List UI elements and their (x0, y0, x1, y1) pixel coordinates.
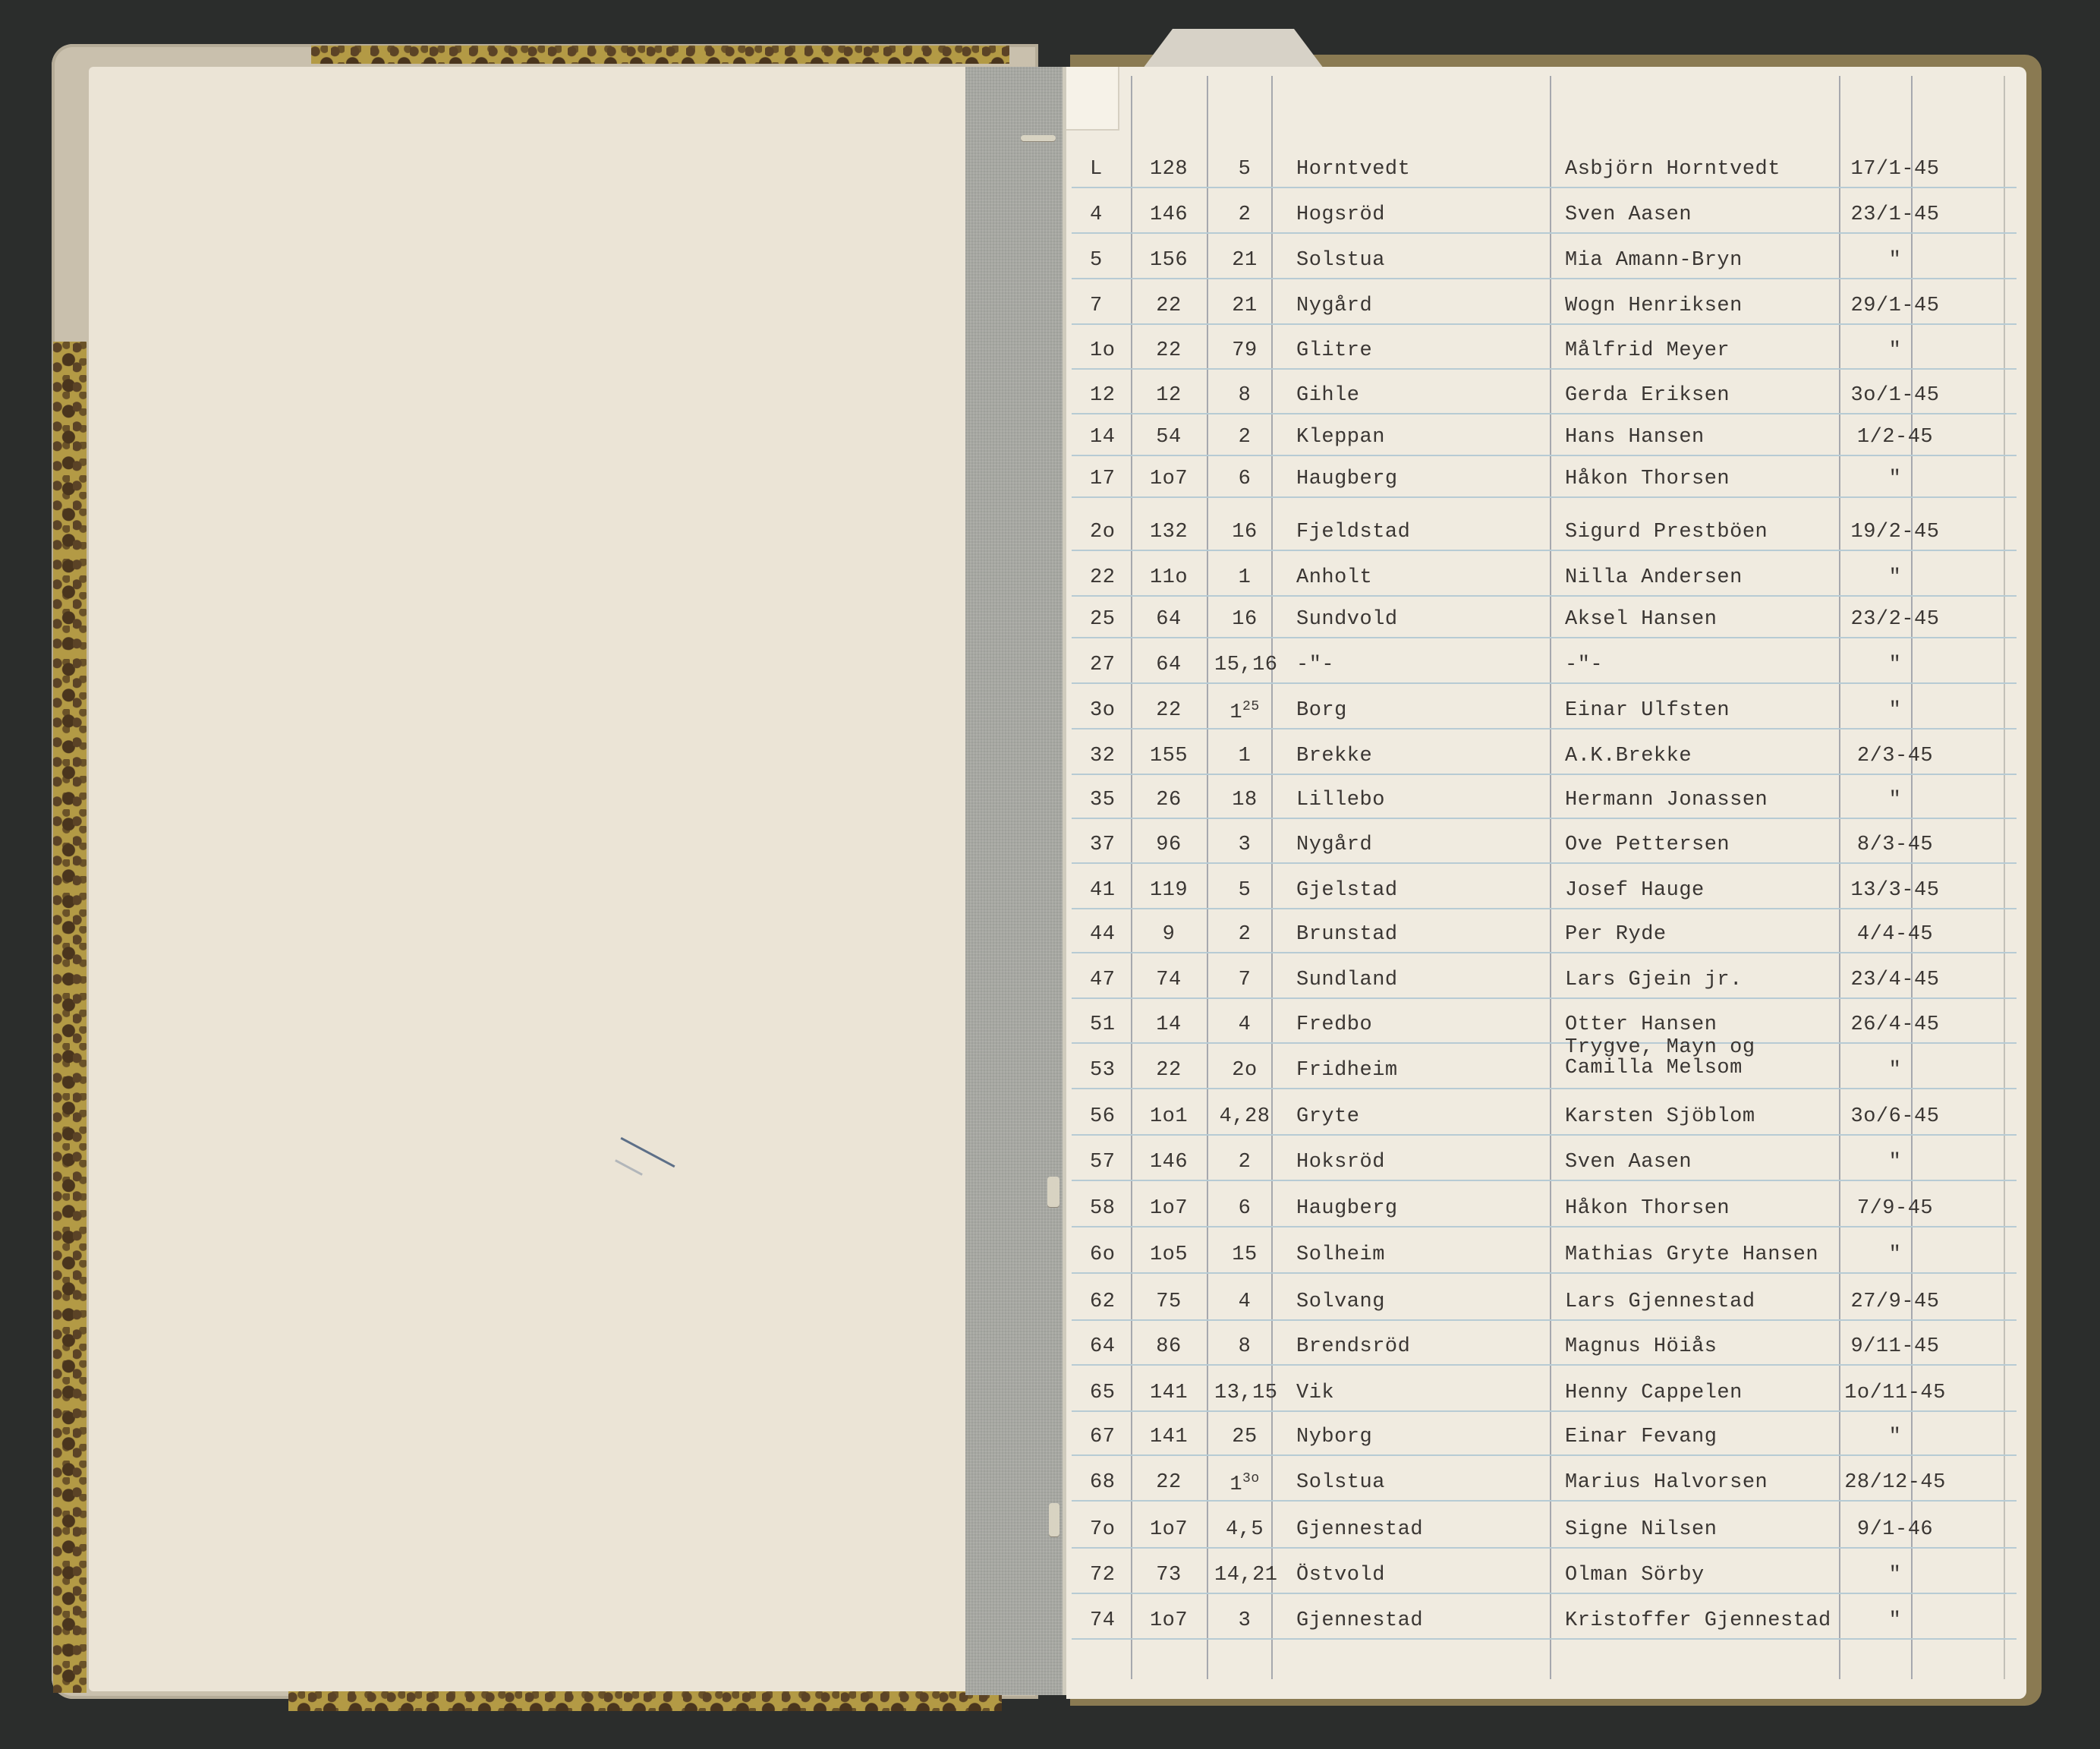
cell-date: 8/3-45 (1856, 834, 1934, 856)
cell-farm-name: Anholt (1296, 566, 1373, 589)
row-rule (1072, 1500, 2017, 1502)
row-rule (1072, 1088, 2017, 1089)
marbled-cover-edge-top (311, 46, 1009, 64)
row-rule (1072, 1547, 2017, 1549)
row-rule (1072, 368, 2017, 370)
row-rule (1072, 1134, 2017, 1136)
table-row (1072, 871, 2017, 911)
cell-farm-name: Hogsröd (1296, 203, 1385, 226)
cell-entry-number: 51 (1090, 1013, 1116, 1036)
cell-entry-number: L (1090, 158, 1103, 181)
cell-entry-number: 22 (1090, 566, 1116, 589)
cell-date: " (1888, 654, 1902, 676)
cell-owner-name: Marius Halvorsen (1565, 1471, 1768, 1494)
cell-entry-number: 27 (1090, 654, 1116, 676)
cell-owner-name: Signe Nilsen (1565, 1518, 1717, 1541)
cell-gnr: 73 (1156, 1564, 1182, 1587)
table-row (1072, 1464, 2017, 1503)
cell-entry-number: 14 (1090, 426, 1116, 449)
cell-bnr: 1 (1238, 566, 1251, 589)
cell-date: " (1888, 699, 1902, 722)
row-rule (1072, 1042, 2017, 1044)
table-row (1072, 781, 2017, 821)
row-rule (1072, 455, 2017, 456)
cell-entry-number: 12 (1090, 384, 1116, 407)
table-row (1072, 332, 2017, 371)
cell-gnr: 156 (1149, 249, 1189, 272)
cell-entry-number: 7o (1090, 1518, 1116, 1541)
cell-date: 7/9-45 (1856, 1197, 1934, 1220)
cell-gnr: 1o7 (1149, 1197, 1189, 1220)
row-rule (1072, 637, 2017, 638)
cell-entry-number: 56 (1090, 1105, 1116, 1128)
cell-gnr: 1o7 (1149, 1518, 1189, 1541)
cell-entry-number: 7 (1090, 295, 1103, 317)
binding-stitch (1047, 1177, 1059, 1207)
cell-owner-name: Henny Cappelen (1565, 1382, 1743, 1404)
row-rule (1072, 413, 2017, 414)
cell-gnr: 1o5 (1149, 1243, 1189, 1266)
cell-bnr: 79 (1232, 339, 1258, 362)
row-rule (1072, 862, 2017, 864)
table-row (1072, 1098, 2017, 1137)
cell-gnr: 22 (1156, 295, 1182, 317)
table-row (1072, 961, 2017, 1001)
cell-gnr: 1o7 (1149, 468, 1189, 490)
cell-gnr: 1o7 (1149, 1609, 1189, 1632)
table-row (1072, 1236, 2017, 1275)
page-corner-notch (1066, 67, 1119, 131)
cell-date: 17/1-45 (1850, 158, 1940, 181)
cell-farm-name: Fredbo (1296, 1013, 1373, 1036)
cell-bnr: 1 (1238, 745, 1251, 767)
cell-farm-name: Fridheim (1296, 1059, 1398, 1082)
cell-farm-name: Gjelstad (1296, 879, 1398, 902)
cell-date: 9/1-46 (1856, 1518, 1934, 1541)
bnr-superscript: 3o (1242, 1471, 1260, 1486)
cell-bnr: 5 (1238, 879, 1251, 902)
cell-bnr: $1^{3o}$ (1229, 1471, 1260, 1496)
cell-date: " (1888, 1609, 1902, 1632)
cell-entry-number: 2o (1090, 521, 1116, 544)
cell-farm-name: Glitre (1296, 339, 1373, 362)
cell-gnr: 64 (1156, 654, 1182, 676)
cell-date: 3o/1-45 (1850, 384, 1940, 407)
cell-gnr: 12 (1156, 384, 1182, 407)
cell-owner-name: Otter Hansen (1565, 1013, 1717, 1036)
cell-entry-number: 1o (1090, 339, 1116, 362)
cell-gnr: 22 (1156, 699, 1182, 722)
cell-owner-name: Trygve, Mayn og Camilla Melsom (1565, 1036, 1755, 1079)
cell-date: " (1888, 1564, 1902, 1587)
row-rule (1072, 774, 2017, 775)
cell-gnr: 119 (1149, 879, 1189, 902)
cell-entry-number: 17 (1090, 468, 1116, 490)
cell-date: 19/2-45 (1850, 521, 1940, 544)
cell-entry-number: 5 (1090, 249, 1103, 272)
cell-entry-number: 58 (1090, 1197, 1116, 1220)
cell-date: 28/12-45 (1844, 1471, 1946, 1494)
cell-entry-number: 74 (1090, 1609, 1116, 1632)
table-row (1072, 1006, 2017, 1045)
cell-owner-name: Gerda Eriksen (1565, 384, 1730, 407)
cell-date: " (1888, 249, 1902, 272)
cell-date: 1o/11-45 (1844, 1382, 1946, 1404)
table-row (1072, 826, 2017, 865)
row-rule (1072, 1319, 2017, 1321)
cell-owner-name: Per Ryde (1565, 923, 1667, 946)
cell-owner-name: Mia Amann-Bryn (1565, 249, 1743, 272)
cell-owner-name: Lars Gjein jr. (1565, 969, 1743, 991)
cell-farm-name: Solstua (1296, 1471, 1385, 1494)
row-rule (1072, 1410, 2017, 1412)
cell-owner-name: A.K.Brekke (1565, 745, 1692, 767)
row-rule (1072, 1272, 2017, 1274)
cell-owner-name: Hermann Jonassen (1565, 789, 1768, 811)
cell-gnr: 14 (1156, 1013, 1182, 1036)
cell-date: 9/11-45 (1850, 1335, 1940, 1358)
cell-bnr: $1^{25}$ (1229, 699, 1260, 724)
cell-owner-name: Mathias Gryte Hansen (1565, 1243, 1819, 1266)
cell-entry-number: 72 (1090, 1564, 1116, 1587)
cell-bnr: 14,21 (1214, 1564, 1278, 1587)
row-rule (1072, 1593, 2017, 1594)
cell-date: " (1888, 1059, 1902, 1082)
cell-gnr: 86 (1156, 1335, 1182, 1358)
cell-owner-name: -"- (1565, 654, 1604, 676)
cell-farm-name: Lillebo (1296, 789, 1385, 811)
cell-owner-name: Håkon Thorsen (1565, 1197, 1730, 1220)
cell-date: " (1888, 339, 1902, 362)
cell-entry-number: 53 (1090, 1059, 1116, 1082)
cell-gnr: 64 (1156, 608, 1182, 631)
cell-farm-name: Gjennestad (1296, 1609, 1424, 1632)
cell-gnr: 75 (1156, 1290, 1182, 1313)
row-rule (1072, 278, 2017, 279)
row-rule (1072, 1364, 2017, 1366)
cell-gnr: 132 (1149, 521, 1189, 544)
cell-bnr: 4 (1238, 1013, 1251, 1036)
cell-date: 29/1-45 (1850, 295, 1940, 317)
row-rule (1072, 496, 2017, 498)
cell-farm-name: Haugberg (1296, 1197, 1398, 1220)
row-rule (1072, 728, 2017, 730)
cell-farm-name: Sundland (1296, 969, 1398, 991)
cell-date: 4/4-45 (1856, 923, 1934, 946)
cell-entry-number: 25 (1090, 608, 1116, 631)
table-row (1072, 1328, 2017, 1367)
cell-gnr: 141 (1149, 1382, 1189, 1404)
cell-entry-number: 44 (1090, 923, 1116, 946)
marbled-cover-edge-bottom (288, 1691, 1002, 1711)
cell-bnr: 16 (1232, 521, 1258, 544)
table-row (1072, 737, 2017, 777)
cell-owner-name: Ove Pettersen (1565, 834, 1730, 856)
table-row (1072, 1511, 2017, 1550)
table-row (1072, 692, 2017, 731)
cell-bnr: 2o (1232, 1059, 1258, 1082)
table-row (1072, 1418, 2017, 1458)
row-rule (1072, 595, 2017, 597)
cell-owner-name: Sigurd Prestböen (1565, 521, 1768, 544)
cell-entry-number: 47 (1090, 969, 1116, 991)
row-rule (1072, 232, 2017, 234)
table-row (1072, 377, 2017, 416)
cell-farm-name: Östvold (1296, 1564, 1385, 1587)
table-row (1072, 460, 2017, 499)
binding-stitch (1049, 1503, 1059, 1536)
cell-farm-name: Gryte (1296, 1105, 1360, 1128)
cell-farm-name: Solvang (1296, 1290, 1385, 1313)
cell-date: " (1888, 1151, 1902, 1174)
cell-owner-name: Kristoffer Gjennestad (1565, 1609, 1831, 1632)
cell-farm-name: Nygård (1296, 295, 1373, 317)
table-row (1072, 1283, 2017, 1322)
cell-owner-name: Sven Aasen (1565, 1151, 1692, 1174)
cell-owner-name: Asbjörn Horntvedt (1565, 158, 1780, 181)
table-row (1072, 196, 2017, 235)
cell-farm-name: Solheim (1296, 1243, 1385, 1266)
cell-bnr: 8 (1238, 384, 1251, 407)
table-row (1072, 559, 2017, 598)
cell-gnr: 1o1 (1149, 1105, 1189, 1128)
cell-date: 1/2-45 (1856, 426, 1934, 449)
cell-bnr: 15 (1232, 1243, 1258, 1266)
cell-entry-number: 35 (1090, 789, 1116, 811)
cell-bnr: 13,15 (1214, 1382, 1278, 1404)
table-row (1072, 1556, 2017, 1596)
cell-farm-name: Sundvold (1296, 608, 1398, 631)
cell-farm-name: Vik (1296, 1382, 1335, 1404)
cell-entry-number: 57 (1090, 1151, 1116, 1174)
cell-date: 13/3-45 (1850, 879, 1940, 902)
cell-farm-name: Horntvedt (1296, 158, 1411, 181)
cell-bnr: 3 (1238, 1609, 1251, 1632)
row-rule (1072, 1454, 2017, 1456)
cell-entry-number: 41 (1090, 879, 1116, 902)
row-rule (1072, 187, 2017, 188)
cell-owner-name: Hans Hansen (1565, 426, 1705, 449)
cell-bnr: 6 (1238, 468, 1251, 490)
cell-date: " (1888, 789, 1902, 811)
cell-owner-name: Sven Aasen (1565, 203, 1692, 226)
cell-date: " (1888, 1243, 1902, 1266)
cell-entry-number: 64 (1090, 1335, 1116, 1358)
table-row (1072, 646, 2017, 685)
cell-date: 23/1-45 (1850, 203, 1940, 226)
cell-bnr: 2 (1238, 923, 1251, 946)
cell-owner-name: Aksel Hansen (1565, 608, 1717, 631)
cell-gnr: 26 (1156, 789, 1182, 811)
cell-date: 27/9-45 (1850, 1290, 1940, 1313)
cell-farm-name: Brendsröd (1296, 1335, 1411, 1358)
row-rule (1072, 1180, 2017, 1181)
cell-date: " (1888, 566, 1902, 589)
cell-date: " (1888, 468, 1902, 490)
cell-gnr: 9 (1162, 923, 1176, 946)
cell-farm-name: Hoksröd (1296, 1151, 1385, 1174)
cell-farm-name: Kleppan (1296, 426, 1385, 449)
cell-farm-name: Nyborg (1296, 1426, 1373, 1448)
binding-stitch (1021, 135, 1056, 141)
cell-farm-name: Borg (1296, 699, 1347, 722)
cell-date: 2/3-45 (1856, 745, 1934, 767)
cell-gnr: 22 (1156, 1059, 1182, 1082)
row-rule (1072, 818, 2017, 819)
cell-bnr: 21 (1232, 249, 1258, 272)
cell-bnr: 2 (1238, 203, 1251, 226)
cell-bnr: 5 (1238, 158, 1251, 181)
cell-date: 3o/6-45 (1850, 1105, 1940, 1128)
cell-date: 23/4-45 (1850, 969, 1940, 991)
table-row (1072, 287, 2017, 326)
cell-gnr: 155 (1149, 745, 1189, 767)
cell-farm-name: Solstua (1296, 249, 1385, 272)
row-rule (1072, 952, 2017, 953)
cell-gnr: 96 (1156, 834, 1182, 856)
cell-owner-name: Nilla Andersen (1565, 566, 1743, 589)
cell-date: " (1888, 1426, 1902, 1448)
cell-farm-name: Fjeldstad (1296, 521, 1411, 544)
cell-bnr: 15,16 (1214, 654, 1278, 676)
cell-date: 23/2-45 (1850, 608, 1940, 631)
pencil-mark (620, 1137, 675, 1168)
left-page-blank (89, 67, 968, 1691)
cell-bnr: 25 (1232, 1426, 1258, 1448)
cell-gnr: 11o (1149, 566, 1189, 589)
table-row (1072, 1190, 2017, 1229)
table-row (1072, 1143, 2017, 1183)
cell-owner-name: Einar Ulfsten (1565, 699, 1730, 722)
cell-gnr: 141 (1149, 1426, 1189, 1448)
table-row (1072, 915, 2017, 955)
cell-entry-number: 32 (1090, 745, 1116, 767)
row-rule (1072, 1638, 2017, 1640)
table-row (1072, 513, 2017, 553)
pencil-mark (615, 1159, 643, 1175)
cell-bnr: 2 (1238, 426, 1251, 449)
table-row (1072, 241, 2017, 281)
cell-bnr: 16 (1232, 608, 1258, 631)
cell-owner-name: Olman Sörby (1565, 1564, 1705, 1587)
cell-owner-name: Magnus Höiås (1565, 1335, 1717, 1358)
cell-farm-name: Brunstad (1296, 923, 1398, 946)
cell-owner-name: Josef Hauge (1565, 879, 1705, 902)
cell-bnr: 2 (1238, 1151, 1251, 1174)
cell-farm-name: Nygård (1296, 834, 1373, 856)
cell-bnr: 4,5 (1225, 1518, 1264, 1541)
cell-gnr: 128 (1149, 158, 1189, 181)
cell-entry-number: 67 (1090, 1426, 1116, 1448)
cell-entry-number: 68 (1090, 1471, 1116, 1494)
table-row (1072, 1602, 2017, 1641)
cell-gnr: 146 (1149, 203, 1189, 226)
table-row (1072, 1036, 2017, 1091)
cell-entry-number: 3o (1090, 699, 1116, 722)
cell-entry-number: 4 (1090, 203, 1103, 226)
table-row (1072, 150, 2017, 190)
row-rule (1072, 1226, 2017, 1227)
table-row (1072, 418, 2017, 458)
cell-owner-name: Lars Gjennestad (1565, 1290, 1755, 1313)
cell-bnr: 4 (1238, 1290, 1251, 1313)
cell-entry-number: 62 (1090, 1290, 1116, 1313)
cell-farm-name: Gjennestad (1296, 1518, 1424, 1541)
cell-date: 26/4-45 (1850, 1013, 1940, 1036)
cell-gnr: 22 (1156, 339, 1182, 362)
cell-farm-name: Haugberg (1296, 468, 1398, 490)
cell-entry-number: 6o (1090, 1243, 1116, 1266)
cell-bnr: 18 (1232, 789, 1258, 811)
bnr-superscript: 25 (1242, 699, 1260, 714)
cell-bnr: 4,28 (1219, 1105, 1270, 1128)
cell-gnr: 22 (1156, 1471, 1182, 1494)
cell-entry-number: 37 (1090, 834, 1116, 856)
cell-owner-name: Wogn Henriksen (1565, 295, 1743, 317)
row-rule (1072, 997, 2017, 999)
cell-farm-name: -"- (1296, 654, 1335, 676)
cell-entry-number: 65 (1090, 1382, 1116, 1404)
cell-bnr: 7 (1238, 969, 1251, 991)
cell-owner-name: Håkon Thorsen (1565, 468, 1730, 490)
cell-bnr: 3 (1238, 834, 1251, 856)
cell-bnr: 21 (1232, 295, 1258, 317)
cell-owner-name: Einar Fevang (1565, 1426, 1717, 1448)
marbled-cover-edge-left (53, 342, 87, 1693)
cell-gnr: 54 (1156, 426, 1182, 449)
table-row (1072, 1374, 2017, 1413)
cell-gnr: 146 (1149, 1151, 1189, 1174)
row-rule (1072, 908, 2017, 909)
cell-bnr: 6 (1238, 1197, 1251, 1220)
cell-bnr: 8 (1238, 1335, 1251, 1358)
spine-binding-tape (965, 67, 1063, 1695)
cell-farm-name: Brekke (1296, 745, 1373, 767)
cell-owner-name: Karsten Sjöblom (1565, 1105, 1755, 1128)
cell-gnr: 74 (1156, 969, 1182, 991)
cell-owner-name: Målfrid Meyer (1565, 339, 1730, 362)
table-row (1072, 600, 2017, 640)
row-rule (1072, 323, 2017, 325)
row-rule (1072, 550, 2017, 551)
row-rule (1072, 682, 2017, 684)
cell-farm-name: Gihle (1296, 384, 1360, 407)
